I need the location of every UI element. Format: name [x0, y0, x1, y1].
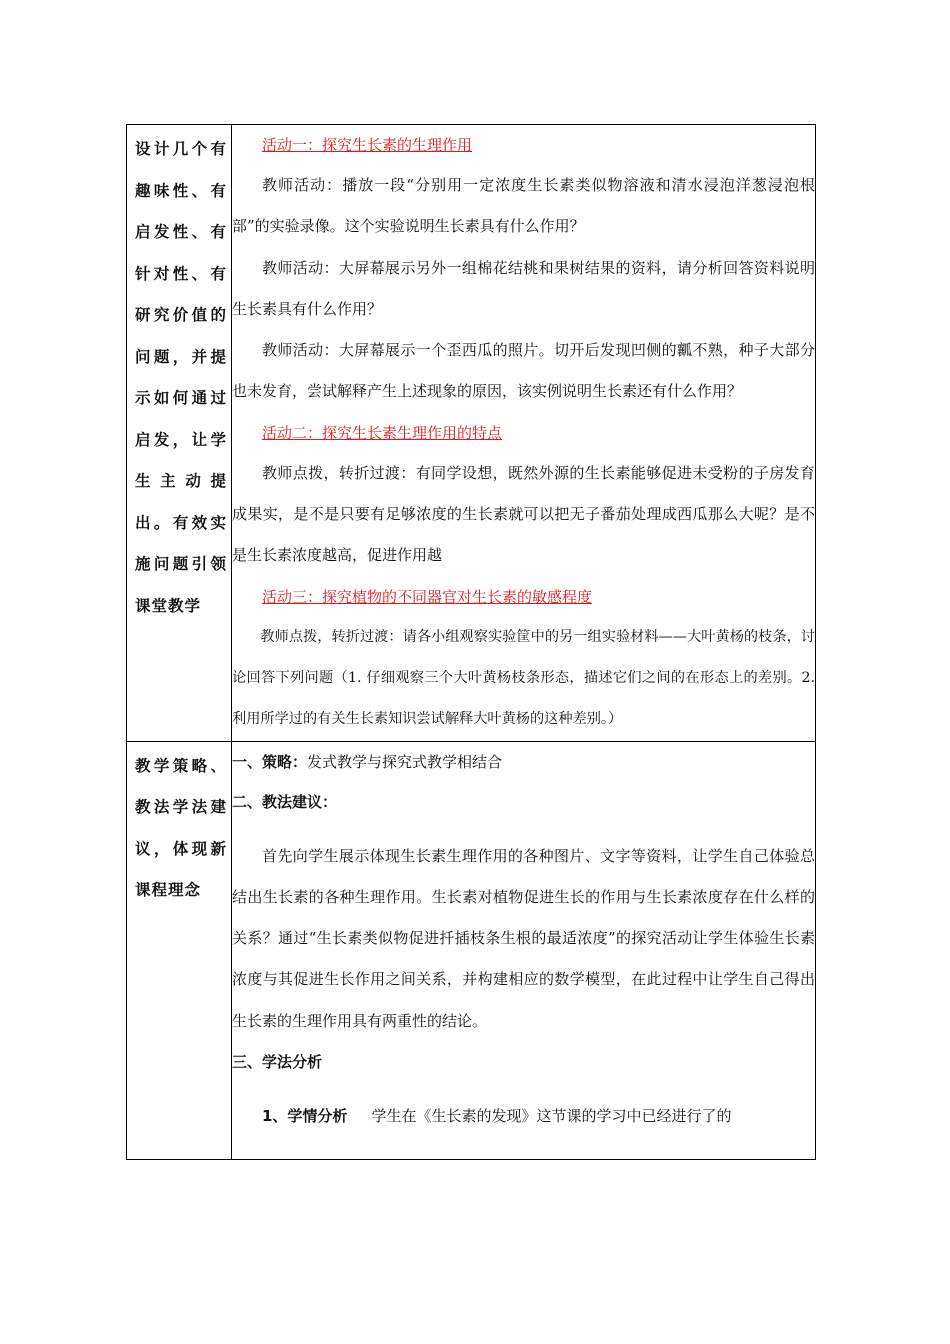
paragraph: 教师活动：大屏幕展示一个歪西瓜的照片。切开后发现凹侧的瓤不熟，种子大部分也未发育，尝试解释产生上述现象的原因，该实例说明生长素还有什么作用？ [232, 341, 815, 401]
method-heading: 二、教法建议： [232, 792, 338, 811]
lesson-plan-table [126, 124, 816, 1160]
row-heading: 教学策略、教法学法建议，体现新课程理念 [135, 756, 227, 900]
paragraph: 首先向学生展示体现生长素生理作用的各种图片、文字等资料，让学生自己体验总结出生长素的各种生理作用。生长素对植物促进生长的作用与生长素浓度存在什么样的关系？通过“生长素类似物促进扦插枝条生根的最适浓度”的探究活动让学生体验生长素浓度与其促进生长作用之间关系，并构建相应的数学模型，在此过程中让学生自己得出生长素的生理作用具有两重性的结论。 [232, 846, 815, 1030]
activity-3-title: 活动三：探究植物的不同器官对生长素的敏感程度 [262, 587, 593, 606]
activity-2-title: 活动二：探究生长素生理作用的特点 [262, 423, 503, 442]
paragraph: 教师点拨，转折过渡：请各小组观察实验筐中的另一组实验材料——大叶黄杨的枝条，讨论回答下列问题（1. 仔细观察三个大叶黄杨枝条形态，描述它们之间的在形态上的差别。2. 利用所学过的有关生长素知识尝试解释大叶黄杨的这种差别。） [232, 628, 815, 728]
right-cell [232, 125, 816, 742]
paragraph: 教师活动：播放一段“分别用一定浓度生长素类似物溶液和清水浸泡洋葱浸泡根部”的实验录像。这个实验说明生长素具有什么作用？ [232, 176, 815, 236]
left-cell [127, 741, 232, 1159]
right-cell [232, 741, 816, 1159]
strategy-heading: 一、策略：发式教学与探究式教学相结合 [232, 752, 503, 771]
table-row [127, 125, 816, 742]
activity-1-title: 活动一：探究生长素的生理作用 [262, 136, 473, 154]
table-row [127, 741, 816, 1159]
left-cell [127, 125, 232, 742]
paragraph: 教师活动：大屏幕展示另外一组棉花结桃和果树结果的资料，请分析回答资料说明生长素具有什么作用？ [232, 258, 815, 318]
paragraph: 教师点拨，转折过渡：有同学设想，既然外源的生长素能够促进未受粉的子房发育成果实，是不是只要有足够浓度的生长素就可以把无子番茄处理成西瓜那么大呢？是不是生长素浓度越高，促进作用越 [232, 463, 815, 565]
learner-analysis: 1、学情分析 学生在《生长素的发现》这节课的学习中已经进行了的 [262, 1107, 732, 1126]
row-heading: 设计几个有趣味性、有启发性、有针对性、有研究价值的问题，并提示如何通过启发，让学生主动提出。有效实施问题引领课堂教学 [135, 140, 227, 615]
analysis-heading: 三、学法分析 [232, 1053, 323, 1072]
